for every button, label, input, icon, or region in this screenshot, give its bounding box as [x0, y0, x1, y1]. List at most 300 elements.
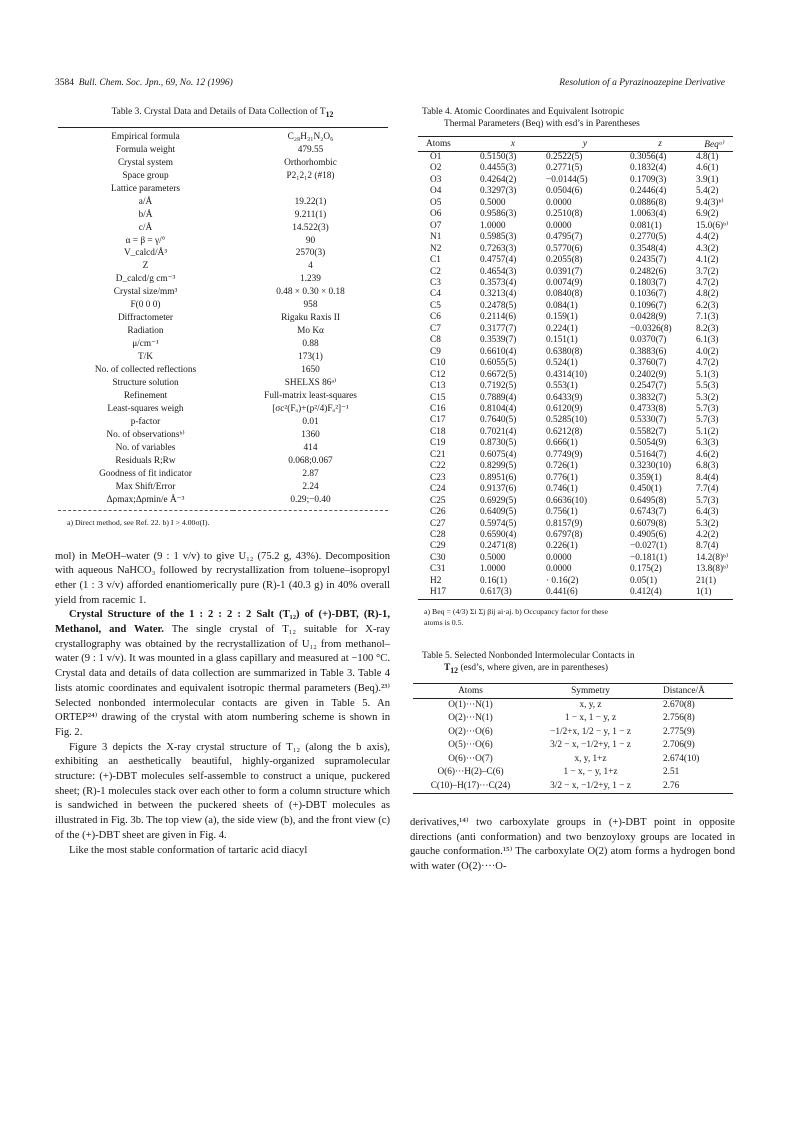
coord-x: 0.7263(3) [480, 243, 517, 254]
col-atoms: Atoms [418, 137, 480, 152]
contact-distance: 2.706(9) [663, 740, 695, 751]
param-label: V_calcd/Å³ [123, 248, 168, 259]
col-distance: Distance/Å [653, 683, 733, 698]
table-row [58, 429, 388, 442]
coord-z: 0.4733(8) [630, 403, 667, 414]
coord-y: 0.8157(9) [546, 518, 583, 529]
atom-label: O7 [430, 220, 442, 231]
beq-value: 4.7(2) [696, 277, 719, 288]
contact-distance: 2.674(10) [663, 753, 700, 764]
beq-value: 5.3(2) [696, 518, 719, 529]
coord-x: 0.3297(3) [480, 186, 517, 197]
table3 [58, 127, 388, 511]
param-label: Crystal size/mm³ [113, 287, 178, 298]
coord-x: 1.0000 [480, 220, 506, 231]
table-row [418, 221, 733, 232]
table-row [58, 325, 388, 338]
paragraph-1: mol) in MeOH–water (9 : 1 v/v) to give U₁₂ (75.2 g, 43%). Decomposition with aqueous NaHCO₃ followed by recrystallization from toluene–isopropyl ether (1 : 3 v/v) afforded enantiomerically pure (R)-1 (40.3 g) in 40% overall yield from racemic 1. [55, 550, 390, 606]
coord-x: 0.4455(3) [480, 163, 517, 174]
coord-x: 0.3573(4) [480, 277, 517, 288]
table-row [418, 427, 733, 438]
param-label: No. of variables [115, 442, 176, 453]
table-row [418, 496, 733, 507]
table-row [413, 712, 733, 726]
table-row [58, 338, 388, 351]
col-symmetry: Symmetry [528, 683, 653, 698]
param-value: 14.522(3) [292, 222, 329, 233]
beq-value: 5.7(3) [696, 415, 719, 426]
table-row [418, 541, 733, 552]
table-row [418, 335, 733, 346]
table-row [58, 416, 388, 429]
coord-z: −0.0326(8) [630, 323, 672, 334]
table-row [418, 209, 733, 220]
coord-x: 0.5000 [480, 552, 506, 563]
table-row [58, 127, 388, 143]
coord-x: 0.3177(7) [480, 323, 517, 334]
coord-z: −0.027(1) [630, 541, 668, 552]
table-row [418, 175, 733, 186]
atom-label: C12 [430, 369, 446, 380]
beq-value: 6.1(3) [696, 335, 719, 346]
coord-z: 0.6495(8) [630, 495, 667, 506]
beq-value: 4.8(2) [696, 289, 719, 300]
param-label: Z [142, 261, 149, 272]
coord-y: 0.5285(10) [546, 415, 588, 426]
atom-label: O2 [430, 163, 442, 174]
coord-z: 0.05(1) [630, 575, 658, 586]
right-column [410, 106, 735, 875]
table-row [413, 753, 733, 767]
contact-atoms: O(2)···N(1) [448, 713, 493, 724]
left-column [55, 106, 390, 858]
param-label: α = β = γ/° [125, 235, 166, 246]
table-row [418, 163, 733, 174]
beq-value: 8.2(3) [696, 323, 719, 334]
coord-x: 0.6075(4) [480, 449, 517, 460]
coord-z: 0.2482(6) [630, 266, 667, 277]
param-label: Empirical formula [58, 127, 233, 143]
table-row [418, 450, 733, 461]
beq-value: 3.7(2) [696, 266, 719, 277]
coord-y: 0.6120(9) [546, 403, 583, 414]
coord-y: · 0.16(2) [546, 575, 579, 586]
table-row [58, 170, 388, 183]
coord-y: 0.0504(6) [546, 186, 583, 197]
param-value: 173(1) [298, 352, 323, 363]
atom-label: O6 [430, 209, 442, 220]
beq-value: 4.6(2) [696, 449, 719, 460]
param-value: 0.48 × 0.30 × 0.18 [276, 287, 345, 298]
coord-z: 0.450(1) [630, 484, 662, 495]
coord-x: 0.7192(5) [480, 381, 517, 392]
param-value: C₂₈H₃₁N₂O₆ [233, 127, 388, 143]
table-row [418, 370, 733, 381]
coord-x: 0.6590(4) [480, 529, 517, 540]
coord-z: 0.3832(7) [630, 392, 667, 403]
coord-y: 0.5770(6) [546, 243, 583, 254]
contact-symmetry: 3/2 − x, −1/2+y, 1 − z [550, 740, 631, 751]
coord-x: 0.6672(5) [480, 369, 517, 380]
atom-label: C3 [430, 277, 441, 288]
table-row [58, 494, 388, 510]
coord-x: 0.617(3) [480, 587, 546, 599]
coord-x: 0.7021(4) [480, 426, 517, 437]
param-value: 9.211(1) [294, 209, 327, 220]
param-label: Residuals R;Rw [115, 455, 176, 466]
param-label: No. of observationsᵇ⁾ [106, 429, 185, 440]
coord-x: 0.8299(5) [480, 461, 517, 472]
coord-y: 0.2522(5) [546, 152, 583, 162]
table-row [58, 312, 388, 325]
beq-value: 8.4(4) [696, 472, 719, 483]
param-label: F(0 0 0) [130, 300, 161, 311]
coord-z: 0.412(4) [624, 587, 696, 599]
atom-label: C18 [430, 426, 446, 437]
beq-value: 7.7(4) [696, 484, 719, 495]
atom-label: C15 [430, 392, 446, 403]
param-label: T/K [138, 352, 153, 363]
atom-label: C27 [430, 518, 446, 529]
coord-y: 0.0840(8) [546, 289, 583, 300]
contact-distance: 2.76 [653, 780, 733, 794]
coord-y: 0.756(1) [546, 507, 578, 518]
coord-z: 0.5582(7) [630, 426, 667, 437]
coord-y: 0.524(1) [546, 358, 578, 369]
coord-z: 0.1709(3) [630, 174, 667, 185]
beq-value: 5.1(2) [696, 426, 719, 437]
atom-label: C6 [430, 312, 441, 323]
coord-y: 0.0391(7) [546, 266, 583, 277]
coord-z: 0.2402(9) [630, 369, 667, 380]
running-title: Resolution of a Pyrazinoazepine Derivative [559, 78, 725, 88]
coord-y: 0.2510(8) [546, 209, 583, 220]
atom-label: C13 [430, 381, 446, 392]
page-number: 3584 [55, 78, 74, 88]
atom-label: C28 [430, 529, 446, 540]
coord-z: 0.3548(4) [630, 243, 667, 254]
param-value: 0.068;0.067 [288, 455, 333, 466]
atom-label: C17 [430, 415, 446, 426]
coord-x: 0.16(1) [480, 575, 508, 586]
coord-x: 0.8951(6) [480, 472, 517, 483]
beq-value: 4.8(1) [696, 152, 719, 162]
coord-y: 0.2771(5) [546, 163, 583, 174]
beq-value: 13.8(8)ᵇ⁾ [696, 564, 729, 575]
param-value: [σc²(Fₒ)+(p²/4)Fₒ²]⁻¹ [272, 403, 349, 414]
atom-label: N2 [430, 243, 442, 254]
table-row [58, 468, 388, 481]
table5-caption: Table 5. Selected Nonbonded Intermolecular Contacts in $T_{12}$ (esd’s, where given, are in parentheses) [422, 650, 635, 675]
coord-y: 0.776(1) [546, 472, 578, 483]
beq-value: 6.9(2) [696, 209, 719, 220]
beq-value: 5.7(3) [696, 403, 719, 414]
beq-value: 4.7(2) [696, 358, 719, 369]
param-value: 0.88 [302, 339, 319, 350]
param-label: μ/cm⁻¹ [132, 339, 159, 350]
paragraph-2: Crystal Structure of the 1 : 2 : 2 : 2 Salt (T₁₂) of (+)-DBT, (R)-1, Methanol, and Water. The single crystal of T₁₂ suitable for X-ray crystallography was obtained by the recrystallization of U₁₂ from methanol–water (9 : 1 v/v). It was mounted in a glass capillary and measured at −100 °C. Crystal data and details of data collection are summarized in Table 3. Table 4 lists atomic coordinates and equivalent isotropic thermal parameters (Beq).²³⁾ Selected nonbonded intermolecular contacts are given in Table 5. An ORTEP²⁴⁾ drawing of the crystal with atom numbering scheme is shown in Fig. 2. [55, 609, 390, 738]
param-label: Space group [122, 170, 169, 181]
beq-value: 9.4(3)ᵇ⁾ [696, 197, 724, 208]
param-value: 2.87 [302, 468, 319, 479]
table-row [58, 364, 388, 377]
contact-symmetry: x, y, z [579, 699, 602, 710]
contact-symmetry: 1 − x, − y, 1+z [563, 767, 618, 778]
table-row [418, 484, 733, 495]
table-row [413, 780, 733, 794]
atom-label: C9 [430, 346, 441, 357]
coord-x: 0.5985(3) [480, 232, 517, 243]
contact-atoms: O(2)···O(6) [448, 726, 493, 737]
atom-label: C29 [430, 541, 446, 552]
table-row [413, 739, 733, 753]
atom-label: N1 [430, 232, 442, 243]
coord-z: 0.0428(9) [630, 312, 667, 323]
coord-x: 0.7889(4) [480, 392, 517, 403]
atom-label: C31 [430, 564, 446, 575]
coord-z: 0.359(1) [630, 472, 662, 483]
beq-value: 4.0(2) [696, 346, 719, 357]
table-row [58, 455, 388, 468]
table-row [418, 244, 733, 255]
table-row [418, 404, 733, 415]
table-row [418, 198, 733, 209]
param-value: 479.55 [297, 144, 324, 155]
table-row [418, 358, 733, 369]
param-value: 90 [305, 235, 316, 246]
paragraph-3: Figure 3 depicts the X-ray crystal structure of T₁₂ (along the b axis), exhibiting an aesthetically beautiful, highly-organized supramolecular structure: (+)-DBT molecules self-assemble to construct a unique, puckered sheet; (R)-1 molecules stack over each other to form a column structure which is sandwiched in between the puckered sheets of (+)-DBT molecules as illustrated in Fig. 3b. The top view (a), the side view (b), and the front view (c) of the (+)-DBT sheet are given in Fig. 4. [55, 741, 390, 841]
atom-label: C19 [430, 438, 446, 449]
coord-z: 0.1803(7) [630, 277, 667, 288]
table-row [418, 267, 733, 278]
coord-x: 0.6055(5) [480, 358, 517, 369]
table-row [418, 186, 733, 197]
contact-symmetry: −1/2+x, 1/2 − y, 1 − z [550, 726, 631, 737]
atom-label: C7 [430, 323, 441, 334]
table-row [58, 442, 388, 455]
coord-y: 0.2055(8) [546, 255, 583, 266]
coord-z: 0.2435(7) [630, 255, 667, 266]
beq-value: 6.2(3) [696, 300, 719, 311]
coord-y: 0.159(1) [546, 312, 578, 323]
contact-atoms: C(10)–H(17)···C(24) [413, 780, 528, 794]
coord-x: 0.2471(8) [480, 541, 517, 552]
atom-label: O4 [430, 186, 442, 197]
coord-y: 0.6380(8) [546, 346, 583, 357]
journal-citation: Bull. Chem. Soc. Jpn., 69, No. 12 (1996) [78, 78, 233, 88]
coord-x: 0.6610(4) [480, 346, 517, 357]
coord-y: 0.6636(10) [546, 495, 588, 506]
coord-x: 0.6929(5) [480, 495, 517, 506]
contact-atoms: O(1)···N(1) [448, 699, 493, 710]
param-label: Δρmax;Δρmin/e Å⁻³ [58, 494, 233, 510]
table4-caption: Table 4. Atomic Coordinates and Equivalent Isotropic Thermal Parameters (Beq) with esd’s in Parentheses [422, 107, 640, 129]
table-row [418, 393, 733, 404]
param-value: 4 [308, 261, 313, 272]
table-row [58, 299, 388, 312]
table-row [58, 235, 388, 248]
coord-z: 0.1096(7) [630, 300, 667, 311]
col-x: x [480, 137, 546, 152]
param-value [233, 183, 388, 196]
table-row [58, 351, 388, 364]
col-z: z [624, 137, 696, 152]
param-value: 19.22(1) [294, 196, 327, 207]
contact-distance: 2.670(8) [663, 699, 695, 710]
param-value: 1650 [301, 365, 320, 376]
col-beq: Beqᵃ⁾ [696, 137, 733, 152]
col-atoms: Atoms [413, 683, 528, 698]
param-value: 414 [303, 442, 318, 453]
coord-z: 0.3883(6) [630, 346, 667, 357]
beq-value: 4.3(2) [696, 243, 719, 254]
beq-value: 4.4(2) [696, 232, 719, 243]
table-row [418, 232, 733, 243]
table-row [58, 286, 388, 299]
beq-value: 14.2(8)ᵇ⁾ [696, 552, 729, 563]
table-row [418, 152, 733, 164]
coord-z: 0.081(1) [630, 220, 662, 231]
col-y: y [546, 137, 624, 152]
coord-z: 0.3230(10) [630, 461, 672, 472]
param-label: Diffractometer [117, 313, 174, 324]
table-row [58, 157, 388, 170]
table-row [418, 381, 733, 392]
param-value: 1360 [301, 429, 320, 440]
coord-y: 0.6797(8) [546, 529, 583, 540]
coord-x: 1.0000 [480, 564, 506, 575]
coord-z: 0.1036(7) [630, 289, 667, 300]
atom-label: O5 [430, 197, 442, 208]
coord-x: 0.3539(7) [480, 335, 517, 346]
table-row [418, 289, 733, 300]
param-label: No. of collected reflections [94, 365, 197, 376]
table-row [418, 530, 733, 541]
coord-z: 0.6743(7) [630, 507, 667, 518]
atom-label: C21 [430, 449, 446, 460]
param-value: 0.29;−0.40 [233, 494, 388, 510]
coord-z: 0.2446(4) [630, 186, 667, 197]
table-row [418, 553, 733, 564]
table-row [418, 312, 733, 323]
coord-x: 0.2478(5) [480, 300, 517, 311]
atom-label: C1 [430, 255, 441, 266]
table3-caption: Table 3. Crystal Data and Details of Data Collection of $T_{12}$ [111, 107, 334, 119]
table-row [58, 196, 388, 209]
atom-label: C24 [430, 484, 446, 495]
coord-x: 0.4264(2) [480, 174, 517, 185]
param-label: D_calcd/g cm⁻³ [115, 274, 176, 285]
beq-value: 6.8(3) [696, 461, 719, 472]
contact-distance: 2.51 [663, 767, 680, 778]
param-value: Orthorhombic [284, 157, 337, 168]
table-row [418, 564, 733, 575]
coord-z: 0.4905(6) [630, 529, 667, 540]
contact-atoms: O(6)···H(2)–C(6) [437, 767, 504, 778]
coord-y: 0.7749(9) [546, 449, 583, 460]
beq-value: 7.1(3) [696, 312, 719, 323]
table-row [58, 390, 388, 403]
table-row [418, 507, 733, 518]
coord-x: 0.6409(5) [480, 507, 517, 518]
coord-z: −0.181(1) [630, 552, 668, 563]
param-label: a/Å [138, 196, 153, 207]
page-header-left [55, 78, 233, 88]
contact-symmetry: x, y, 1+z [574, 753, 607, 764]
coord-z: 0.0370(7) [630, 335, 667, 346]
param-label: Crystal system [117, 157, 173, 168]
atom-label: C8 [430, 335, 441, 346]
coord-y: 0.0074(9) [546, 277, 583, 288]
table-row [58, 144, 388, 157]
atom-label: O1 [430, 152, 442, 162]
beq-value: 5.7(3) [696, 495, 719, 506]
atom-label: C2 [430, 266, 441, 277]
coord-z: 0.2770(5) [630, 232, 667, 243]
table-row [58, 273, 388, 286]
table-row [58, 260, 388, 273]
beq-value: 5.1(3) [696, 369, 719, 380]
beq-value: 5.5(3) [696, 381, 719, 392]
table-row [413, 766, 733, 780]
beq-value: 6.4(3) [696, 507, 719, 518]
contact-distance: 2.756(8) [663, 713, 695, 724]
coord-y: 0.0000 [546, 220, 572, 231]
param-value: 2.24 [302, 481, 319, 492]
table-row [418, 519, 733, 530]
table5 [413, 683, 733, 795]
table-row [418, 473, 733, 484]
coord-y: 0.553(1) [546, 381, 578, 392]
table-row [58, 403, 388, 416]
atom-label: H2 [430, 575, 442, 586]
coord-z: 0.3760(7) [630, 358, 667, 369]
table-row [418, 278, 733, 289]
coord-z: 0.3056(4) [630, 152, 667, 162]
beq-value: 1(1) [696, 587, 733, 599]
coord-x: 0.8104(4) [480, 403, 517, 414]
coord-x: 0.5974(5) [480, 518, 517, 529]
param-value: P2₁2₁2 (#18) [286, 170, 335, 181]
paragraph-4: Like the most stable conformation of tartaric acid diacyl [69, 844, 308, 856]
coord-y: 0.224(1) [546, 323, 578, 334]
coord-x: 0.3213(4) [480, 289, 517, 300]
atom-label: C25 [430, 495, 446, 506]
contact-symmetry: 3/2 − x, −1/2+y, 1 − z [528, 780, 653, 794]
coord-y: 0.0000 [546, 197, 572, 208]
param-label: Least-squares weigh [107, 403, 184, 414]
paragraph-right-1: derivatives,¹⁴⁾ two carboxylate groups in (+)-DBT point in opposite directions (anti conformation) and two benzoyloxy groups are located in gauche conformation.¹⁵⁾ The carboxylate O(2) atom forms a hydrogen bond with water (O(2)····O- [410, 817, 735, 873]
coord-x: 0.9586(3) [480, 209, 517, 220]
table-row [58, 481, 388, 494]
coord-z: 0.6079(8) [630, 518, 667, 529]
atom-label: C16 [430, 403, 446, 414]
table-row [418, 347, 733, 358]
beq-value: 21(1) [696, 575, 717, 586]
beq-value: 3.9(1) [696, 174, 719, 185]
table-row [418, 438, 733, 449]
table-row [58, 209, 388, 222]
coord-z: 0.175(2) [630, 564, 662, 575]
coord-z: 0.5330(7) [630, 415, 667, 426]
beq-value: 4.6(1) [696, 163, 719, 174]
atom-label: C23 [430, 472, 446, 483]
atom-label: C5 [430, 300, 441, 311]
coord-y: 0.746(1) [546, 484, 578, 495]
coord-x: 0.4654(3) [480, 266, 517, 277]
contact-symmetry: 1 − x, 1 − y, z [564, 713, 617, 724]
table-row [418, 587, 733, 599]
